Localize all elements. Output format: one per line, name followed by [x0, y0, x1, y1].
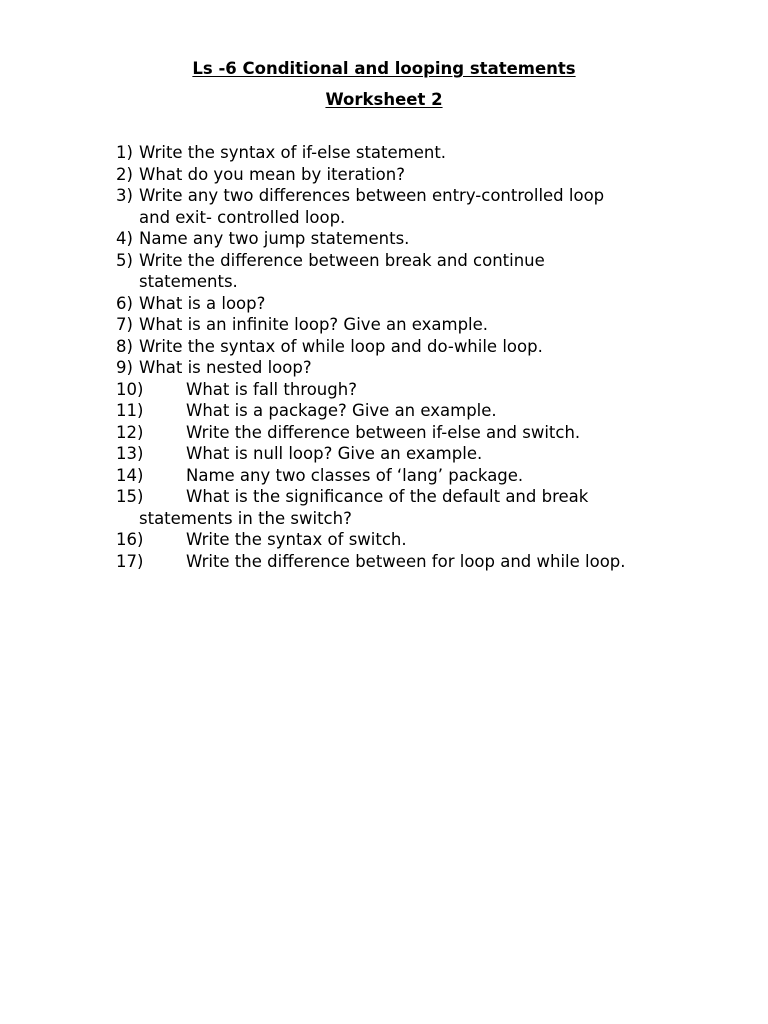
question-number: 1) [116, 143, 133, 162]
page-title: Ls -6 Conditional and looping statements [192, 59, 576, 78]
question-number: 5) [116, 250, 133, 270]
question-item [116, 486, 736, 529]
question-item [116, 142, 736, 164]
question-text: Write the difference between break and continue [139, 250, 545, 270]
question-number: 14) [116, 465, 144, 485]
question-text: What is a package? Give an example. [186, 401, 497, 420]
question-text: Write the difference between if-else and switch. [186, 422, 581, 442]
question-text: What is nested loop? [139, 358, 312, 377]
question-text-continued: statements. [139, 272, 238, 291]
question-item [116, 357, 736, 379]
question-text: What is an infinite loop? Give an example. [139, 315, 489, 334]
question-number: 9) [116, 358, 133, 377]
page-subtitle: Worksheet 2 [325, 90, 443, 109]
question-text: Write the difference between for loop and while loop. [186, 551, 626, 571]
question-item [116, 250, 736, 293]
question-list [116, 142, 736, 572]
question-item [116, 379, 736, 401]
question-number: 13) [116, 444, 144, 463]
question-text: Write the syntax of switch. [186, 530, 407, 549]
question-number: 4) [116, 229, 133, 248]
question-item [116, 465, 736, 487]
question-text-continued: statements in the switch? [139, 508, 352, 528]
question-item [116, 293, 736, 315]
question-item [116, 400, 736, 422]
question-item [116, 336, 736, 358]
question-number: 12) [116, 422, 144, 442]
question-number: 10) [116, 379, 144, 399]
question-item [116, 422, 736, 444]
question-number: 2) [116, 164, 133, 184]
question-item [116, 185, 736, 228]
question-text: What is fall through? [186, 379, 357, 399]
question-number: 11) [116, 401, 144, 420]
question-number: 7) [116, 315, 133, 334]
question-text: What is null loop? Give an example. [186, 444, 483, 463]
question-text: Name any two jump statements. [139, 229, 410, 248]
question-number: 8) [116, 336, 133, 356]
question-number: 3) [116, 186, 133, 205]
question-text: Write the syntax of if-else statement. [139, 143, 447, 162]
question-number: 6) [116, 293, 133, 313]
question-item [116, 228, 736, 250]
question-number: 17) [116, 551, 144, 571]
question-item [116, 529, 736, 551]
question-text-continued: and exit- controlled loop. [139, 207, 346, 227]
question-number: 15) [116, 487, 144, 506]
question-number: 16) [116, 530, 144, 549]
question-text: What is a loop? [139, 293, 266, 313]
question-item [116, 551, 736, 573]
question-text: Name any two classes of ‘lang’ package. [186, 465, 524, 485]
question-text: Write the syntax of while loop and do-while loop. [139, 336, 543, 356]
question-text: What is the significance of the default and break [186, 487, 589, 506]
question-text: Write any two differences between entry-controlled loop [139, 186, 605, 205]
question-item [116, 164, 736, 186]
question-text: What do you mean by iteration? [139, 164, 405, 184]
question-item [116, 314, 736, 336]
question-item [116, 443, 736, 465]
